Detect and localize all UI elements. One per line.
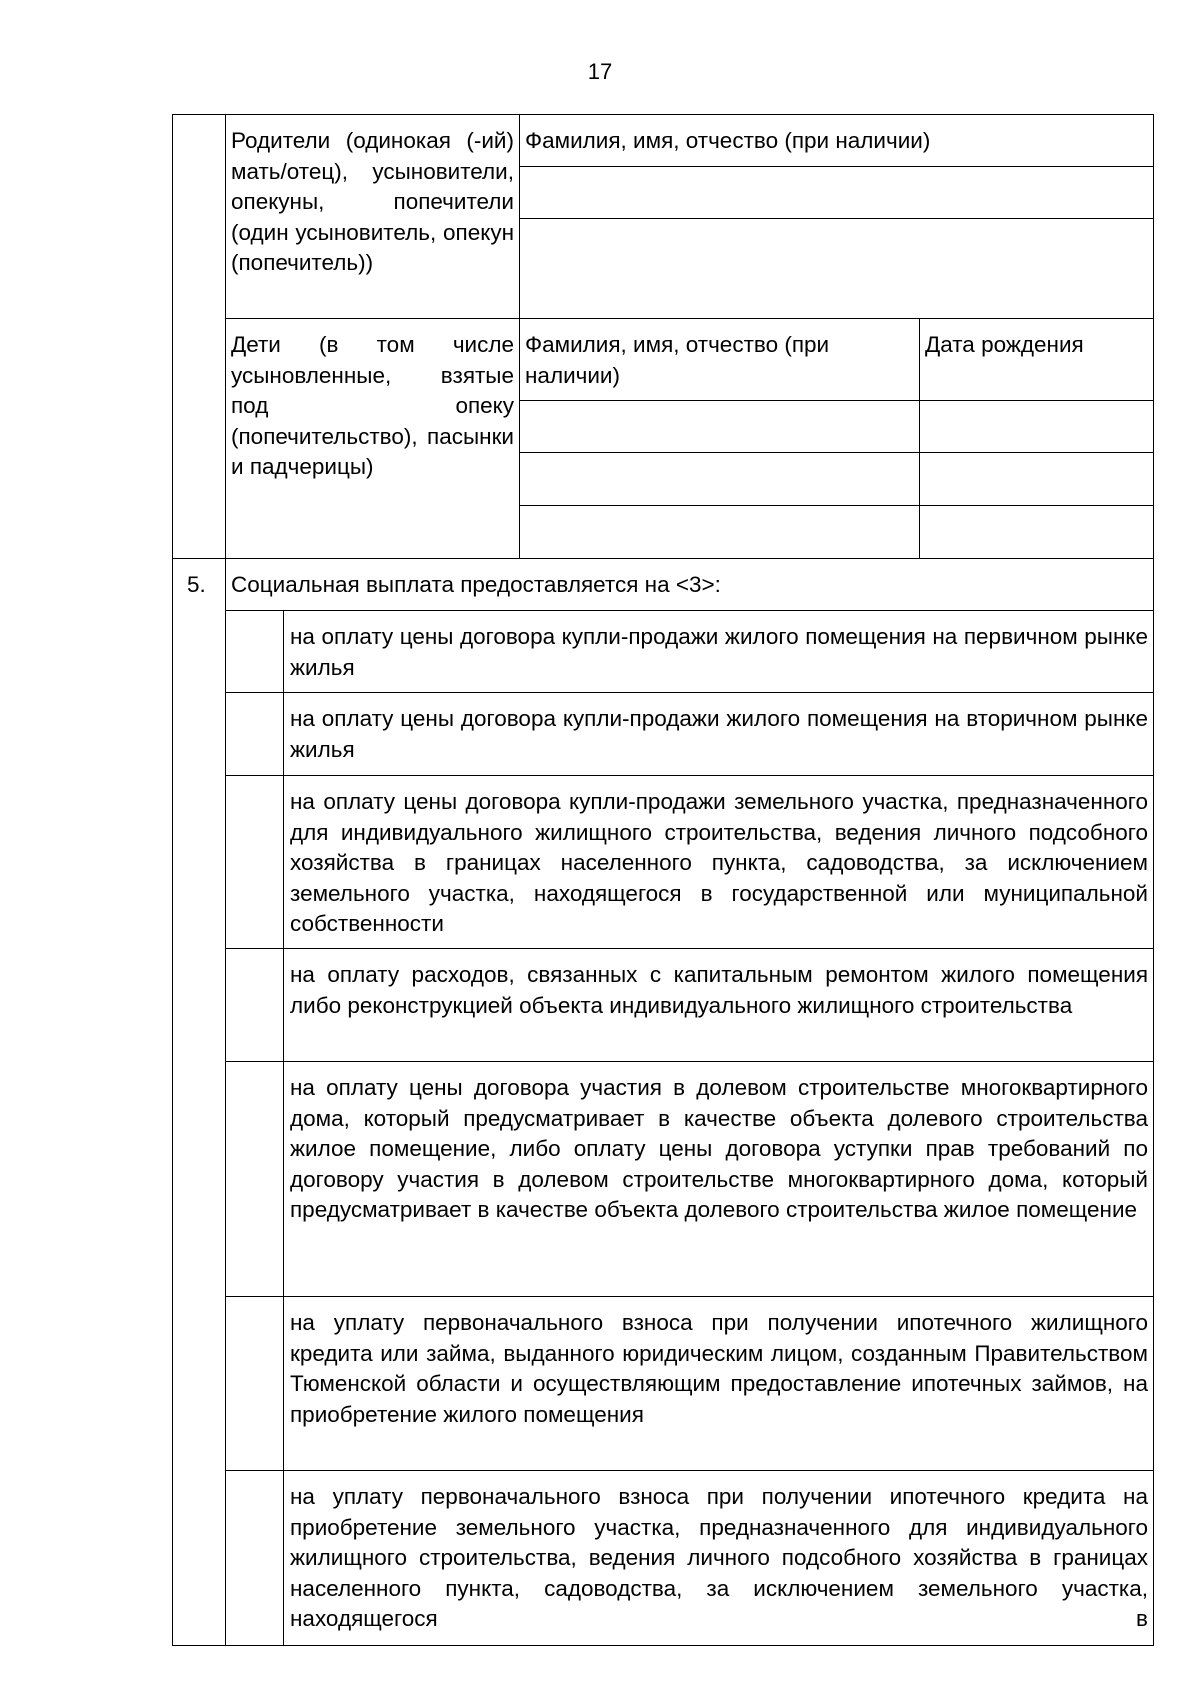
option-text-6: на уплату первоначального взноса при получении ипотечного жилищного кредита или займа, выданного юридическим лицом, созданным Правительством Тюменской области и осуществляющим предоставление ипотечных займов, на приобретение жилого помещения: [290, 1310, 1148, 1427]
parent-name-input-2[interactable]: [520, 219, 1153, 318]
child-name-input-3[interactable]: [520, 506, 919, 558]
child-name-input-1[interactable]: [520, 401, 919, 452]
option-checkbox-1[interactable]: [226, 611, 283, 692]
option-checkbox-7[interactable]: [226, 1471, 283, 1645]
children-name-header: Фамилия, имя, отчество (при наличии): [525, 332, 830, 388]
option-text-7: на уплату первоначального взноса при получении ипотечного кредита на приобретение земельного участка, предназначенного для индивидуального жилищного строительства, ведения личного подсобного хозяйства в границах населенного пункта, садоводства, за исключением земельного участка, находящегося в: [290, 1484, 1148, 1631]
option-text-1: на оплату цены договора купли-продажи жилого помещения на первичном рынке жилья: [290, 624, 1148, 680]
option-text-3: на оплату цены договора купли-продажи земельного участка, предназначенного для индивидуального жилищного строительства, ведения личного подсобного хозяйства в границах населенного пункта, садоводства, за исключением земельного участка, находящегося в государственной или муниципальной собственности: [290, 789, 1148, 936]
parent-name-input-1[interactable]: [520, 167, 1153, 218]
option-checkbox-5[interactable]: [226, 1062, 283, 1296]
parents-name-header: Фамилия, имя, отчество (при наличии): [525, 128, 931, 153]
option-text-5: на оплату цены договора участия в долевом строительстве многоквартирного дома, который предусматривает в качестве объекта долевого строительства жилое помещение, либо оплату цены договора уступки прав требований по договору участия в долевом строительстве многоквартирного дома, который предусматривает в качестве объекта долевого строительства жилое помещение: [290, 1075, 1148, 1222]
children-label: Дети (в том числе усыновленные, взятые под опеку (попечительство), пасынки и падчерицы): [231, 332, 514, 479]
child-name-input-2[interactable]: [520, 453, 919, 505]
section-number: 5.: [187, 572, 206, 597]
child-birthdate-input-1[interactable]: [920, 401, 1153, 452]
option-checkbox-3[interactable]: [226, 776, 283, 948]
option-text-2: на оплату цены договора купли-продажи жилого помещения на вторичном рынке жилья: [290, 706, 1148, 762]
option-checkbox-6[interactable]: [226, 1297, 283, 1470]
section-title: Социальная выплата предоставляется на <3>:: [231, 572, 721, 597]
child-birthdate-input-2[interactable]: [920, 453, 1153, 505]
option-checkbox-4[interactable]: [226, 949, 283, 1061]
option-text-4: на оплату расходов, связанных с капитальным ремонтом жилого помещения либо реконструкцией объекта индивидуального жилищного строительства: [290, 962, 1148, 1018]
page-number: 17: [587, 59, 613, 84]
option-checkbox-2[interactable]: [226, 693, 283, 775]
children-birthdate-header: Дата рождения: [925, 332, 1084, 357]
child-birthdate-input-3[interactable]: [920, 506, 1153, 558]
parents-label: Родители (одинокая (-ий) мать/отец), усыновители, опекуны, попечители (один усыновитель, опекун (попечитель)): [231, 128, 514, 275]
